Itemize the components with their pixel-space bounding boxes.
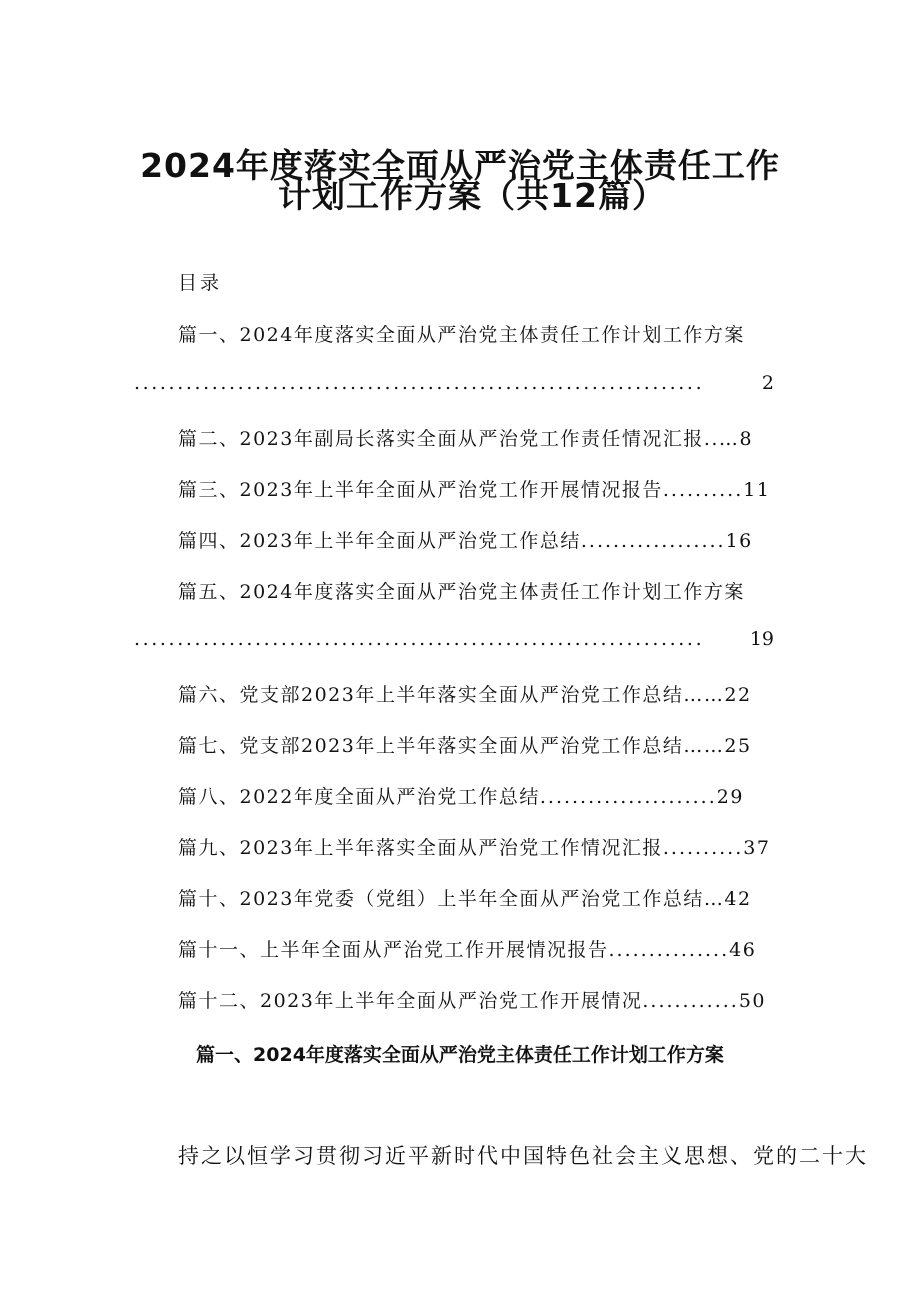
toc-item-1-leader: .................................................................. [134,372,705,394]
toc-item-7-page: 25 [724,735,752,757]
toc-item-11-leader: ............... [608,939,730,961]
toc-item-11 [178,935,756,962]
toc-item-4 [178,526,753,553]
toc-item-6-label: 篇六、党支部2023年上半年落实全面从严治党工作总结…… [178,684,725,706]
toc-item-8-page: 29 [716,786,744,808]
toc-item-8 [178,782,744,809]
toc-item-4-page: 16 [725,530,753,552]
toc-item-5-page: 19 [749,628,774,650]
toc-item-7 [178,731,752,758]
toc-item-8-leader: ...................... [539,786,717,808]
toc-item-8-label: 篇八、2022年度全面从严治党工作总结 [178,786,540,808]
toc-item-10-label: 篇十、2023年党委（党组）上半年全面从严治党工作总结… [178,888,725,910]
section-heading: 篇一、2024年度落实全面从严治党主体责任工作计划工作方案 [196,1044,724,1066]
toc-item-3-label: 篇三、2023年上半年全面从严治党工作开展情况报告 [178,479,663,501]
toc-item-1-leader-row [134,372,774,394]
toc-item-5-leader-row [134,628,774,650]
toc-item-11-label: 篇十一、上半年全面从严治党工作开展情况报告 [178,939,609,961]
toc-item-4-label: 篇四、2023年上半年全面从严治党工作总结 [178,530,581,552]
document-title-line-2: 计划工作方案（共12篇） [278,176,666,215]
toc-item-1-label: 篇一、2024年度落实全面从严治党主体责任工作计划工作方案 [178,324,745,346]
toc-item-9-page: 37 [743,837,771,859]
toc-item-1-page: 2 [761,372,774,394]
toc-item-5-leader: .................................................................. [134,628,705,650]
toc-item-2-label: 篇二、2023年副局长落实全面从严治党工作责任情况汇报..… [178,428,740,450]
toc-item-7-label: 篇七、党支部2023年上半年落实全面从严治党工作总结…… [178,735,725,757]
toc-item-12-page: 50 [738,990,767,1012]
toc-heading: 目录 [178,272,223,294]
toc-item-4-leader: .................. [580,530,726,552]
toc-item-9 [178,833,770,860]
toc-item-3-leader: .......... [662,479,744,501]
toc-item-9-leader: .......... [662,837,744,859]
toc-item-3-page: 11 [743,479,771,501]
toc-item-9-label: 篇九、2023年上半年落实全面从严治党工作情况汇报 [178,837,663,859]
toc-item-12-leader: ............ [642,990,739,1012]
toc-item-10 [178,884,752,911]
toc-item-10-page: 42 [724,888,752,910]
toc-item-12 [178,986,766,1013]
toc-item-11-page: 46 [729,939,757,961]
body-paragraph-first-line: 持之以恒学习贯彻习近平新时代中国特色社会主义思想、党的二十大 [178,1144,868,1168]
toc-item-2-page: 8 [739,428,754,450]
toc-item-2 [178,424,753,451]
toc-item-12-label: 篇十二、2023年上半年全面从严治党工作开展情况 [178,990,643,1012]
toc-item-6 [178,680,752,707]
toc-item-3 [178,475,770,502]
toc-item-5-label: 篇五、2024年度落实全面从严治党主体责任工作计划工作方案 [178,581,745,603]
toc-item-6-page: 22 [724,684,752,706]
document-title-line-1: 2024年度落实全面从严治党主体责任工作 [140,146,780,185]
